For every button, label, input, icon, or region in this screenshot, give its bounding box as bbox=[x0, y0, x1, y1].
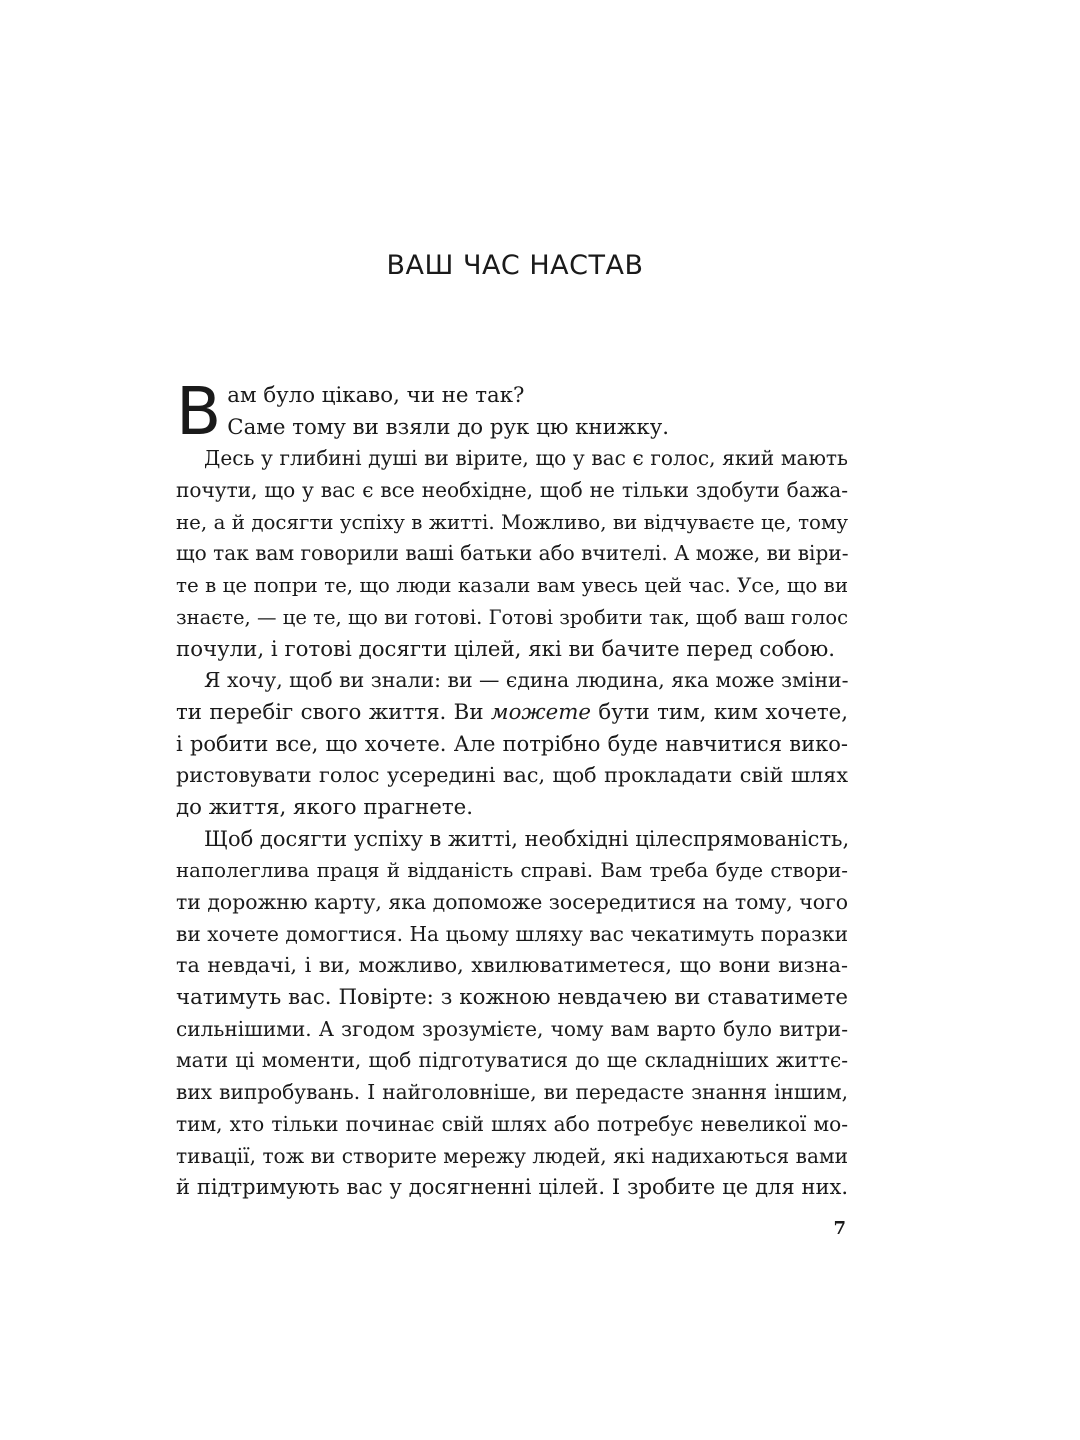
text-line: й підтримують вас у досягненні цілей. І зробите це для них. bbox=[176, 1175, 848, 1200]
text-line: ти дорожню карту, яка допоможе зосередитися на тому, чого bbox=[176, 890, 848, 914]
text-line: вих випробувань. І найголовніше, ви передасте знання іншим, bbox=[176, 1080, 848, 1105]
text-line: що так вам говорили ваші батьки або вчителі. А може, ви віри- bbox=[176, 541, 849, 566]
paragraph-4 bbox=[176, 824, 848, 1204]
text-line: Щоб досягти успіху в житті, необхідні цілеспрямованість, bbox=[204, 826, 850, 851]
text-line: до життя, якого прагнете. bbox=[176, 794, 473, 820]
text-line: мати ці моменти, щоб підготуватися до ще складніших життє- bbox=[176, 1048, 848, 1073]
text-line: сильнішими. А згодом зрозумієте, чому вам варто було витри- bbox=[176, 1016, 848, 1041]
text-segment: ти перебіг свого життя. Ви bbox=[176, 699, 491, 725]
text-line: Десь у глибині душі ви вірите, що у вас є голос, який мають bbox=[204, 446, 848, 471]
text-line: чатимуть вас. Повірте: з кожною невдачею ви ставатимете bbox=[176, 985, 848, 1011]
text-line: те в це попри те, що люди казали вам увесь цей час. Усе, що ви bbox=[176, 574, 848, 598]
text-line: почули, і готові досягти цілей, які ви бачите перед собою. bbox=[176, 636, 836, 662]
text-line: ви хочете домогтися. На цьому шляху вас чекатимуть поразки bbox=[176, 921, 848, 946]
text-line: наполеглива праця й відданість справі. Вам треба буде створи- bbox=[176, 859, 848, 883]
text-line: Я хочу, щоб ви знали: ви — єдина людина, яка може зміни- bbox=[204, 668, 849, 693]
paragraph-1 bbox=[176, 373, 848, 450]
text-line: не, а й досягти успіху в житті. Можливо, ви відчуваєте це, тому bbox=[176, 510, 848, 534]
page-number: 7 bbox=[833, 1218, 846, 1239]
text-line: почути, що у вас є все необхідне, щоб не тільки здобути бажа- bbox=[176, 478, 848, 503]
text-segment: бути тим, ким хочете, bbox=[591, 699, 848, 725]
text-line: Саме тому ви взяли до рук цю книжку. bbox=[227, 414, 670, 440]
emphasis-word: можете bbox=[490, 699, 592, 725]
text-line: знаєте, — це те, що ви готові. Готові зробити так, щоб ваш голос bbox=[176, 605, 848, 629]
text-line: тим, хто тільки починає свій шлях або потребує невеликої мо- bbox=[176, 1111, 848, 1136]
text-line-with-emphasis bbox=[176, 697, 848, 729]
paragraph-3 bbox=[176, 665, 848, 823]
paragraph-2 bbox=[176, 443, 848, 665]
text-line: ристовувати голос усередині вас, щоб прокладати свій шлях bbox=[176, 763, 848, 788]
drop-cap: В bbox=[176, 373, 222, 450]
chapter-title: ВАШ ЧАС НАСТАВ bbox=[386, 250, 644, 281]
text-line: та невдачі, і ви, можливо, хвилюватиметеся, що вони визна- bbox=[176, 953, 848, 978]
text-line: тивації, тож ви створите мережу людей, які надихаються вами bbox=[176, 1143, 848, 1168]
body-text bbox=[176, 373, 850, 1204]
text-line: ам було цікаво, чи не так? bbox=[227, 383, 525, 408]
text-line: і робити все, що хочете. Але потрібно буде навчитися вико- bbox=[176, 731, 848, 756]
